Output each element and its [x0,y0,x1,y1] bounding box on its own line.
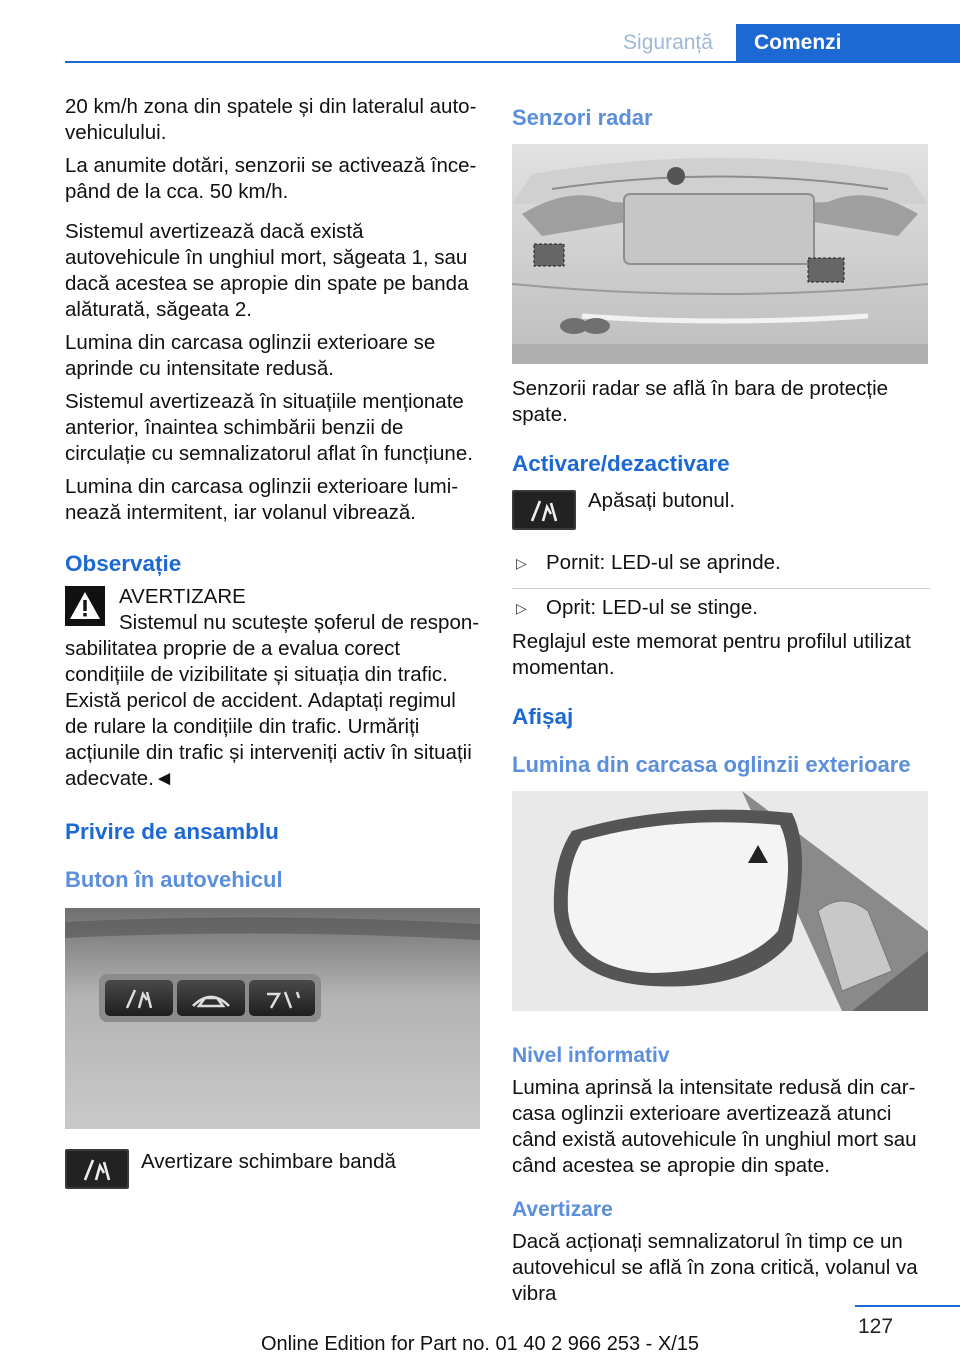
intro-paragraph: Sistemul avertizează dacă există autovehicule în unghiul mort, săgeata 1, sau dacă acestea se apropie din spate pe banda alăturată, săgeata 2. [65,220,469,321]
lane-change-warning-button-icon [512,490,576,530]
press-button-row [512,488,930,536]
lane-change-warning-button-icon [65,1149,129,1189]
intro-paragraph: La anumite dotări, senzorii se activează începând de la cca. 50 km/h. [65,154,477,203]
warn-text: Dacă acționați semnalizatorul în timp ce un autovehicul se află în zona critică, volanul va vibra [512,1230,918,1305]
intro-paragraph: Sistemul avertizează în situațiile menționate anterior, înaintea schimbării benzii de circulație cu semnalizatorul aflat în funcțiune. [65,390,473,465]
radar-caption: Senzorii radar se află în bara de protecție spate. [512,377,889,426]
button-panel-photo [65,908,480,1129]
list-item: ▷ Pornit: LED-ul se aprinde. [516,551,781,574]
warning-title: AVERTIZARE [119,585,246,608]
button-caption-row [65,1147,480,1195]
warning-text: Sistemul nu scutește șoferul de responsabilitatea proprie de a evalua corect condițiile de vizibilitate și situația din trafic. Există pericol de accident. Adaptați regimul de rulare la condițiile din trafic. Urmăriți acțiunile din trafic și interveniți activ în situații adecvate.◄ [65,611,480,790]
mirror-photo [512,791,928,1011]
left-column [65,94,480,1195]
activate-heading: Activare/dezactivare [512,451,730,476]
press-button-text: Apăsați butonul. [588,489,736,512]
intro-paragraph: 20 km/h zona din spatele și din lateralul autovehiculului. [65,95,477,144]
display-heading: Afișaj [512,704,574,729]
overview-heading: Privire de ansamblu [65,819,279,844]
info-text: Lumina aprinsă la intensitate redusă din carcasa oglinzii exterioare avertizează atunci când există autovehicule în unghiul mort sau când acestea se apropie din spate. [512,1076,917,1177]
footer-edition: Online Edition for Part no. 01 40 2 966 253 - X/15 [260,1333,700,1355]
button-caption: Avertizare schimbare bandă [141,1150,396,1173]
intro-paragraph: Lumina din carcasa oglinzii exterioare luminează intermitent, iar volanul vibrează. [65,475,459,524]
memory-text: Reglajul este memorat pentru profilul utilizat momentan. [512,630,911,679]
radar-heading: Senzori radar [512,105,653,130]
header-rule [65,61,960,63]
footer-rule [855,1305,960,1307]
info-heading: Nivel informativ [512,1044,670,1067]
page-number: 127 [858,1315,894,1338]
warning-block [65,584,480,792]
header-chapter-tab: Comenzi [736,24,960,62]
car-rear-photo [512,144,928,364]
warn-heading: Avertizare [512,1198,613,1221]
intro-paragraph: Lumina din carcasa oglinzii exterioare se aprinde cu intensitate redusă. [65,331,436,380]
note-heading: Observație [65,551,182,576]
warning-triangle-icon [65,586,105,626]
triangle-bullet-icon: ▷ [516,600,527,616]
status-list [512,550,930,621]
button-heading: Buton în autovehicul [65,867,283,892]
right-column [512,94,930,1307]
header-section-tab: Siguranță [623,31,713,54]
mirror-heading: Lumina din carcasa oglinzii exterioare [512,752,911,777]
triangle-bullet-icon: ▷ [516,555,527,571]
list-item: ▷ Oprit: LED-ul se stinge. [512,588,930,621]
